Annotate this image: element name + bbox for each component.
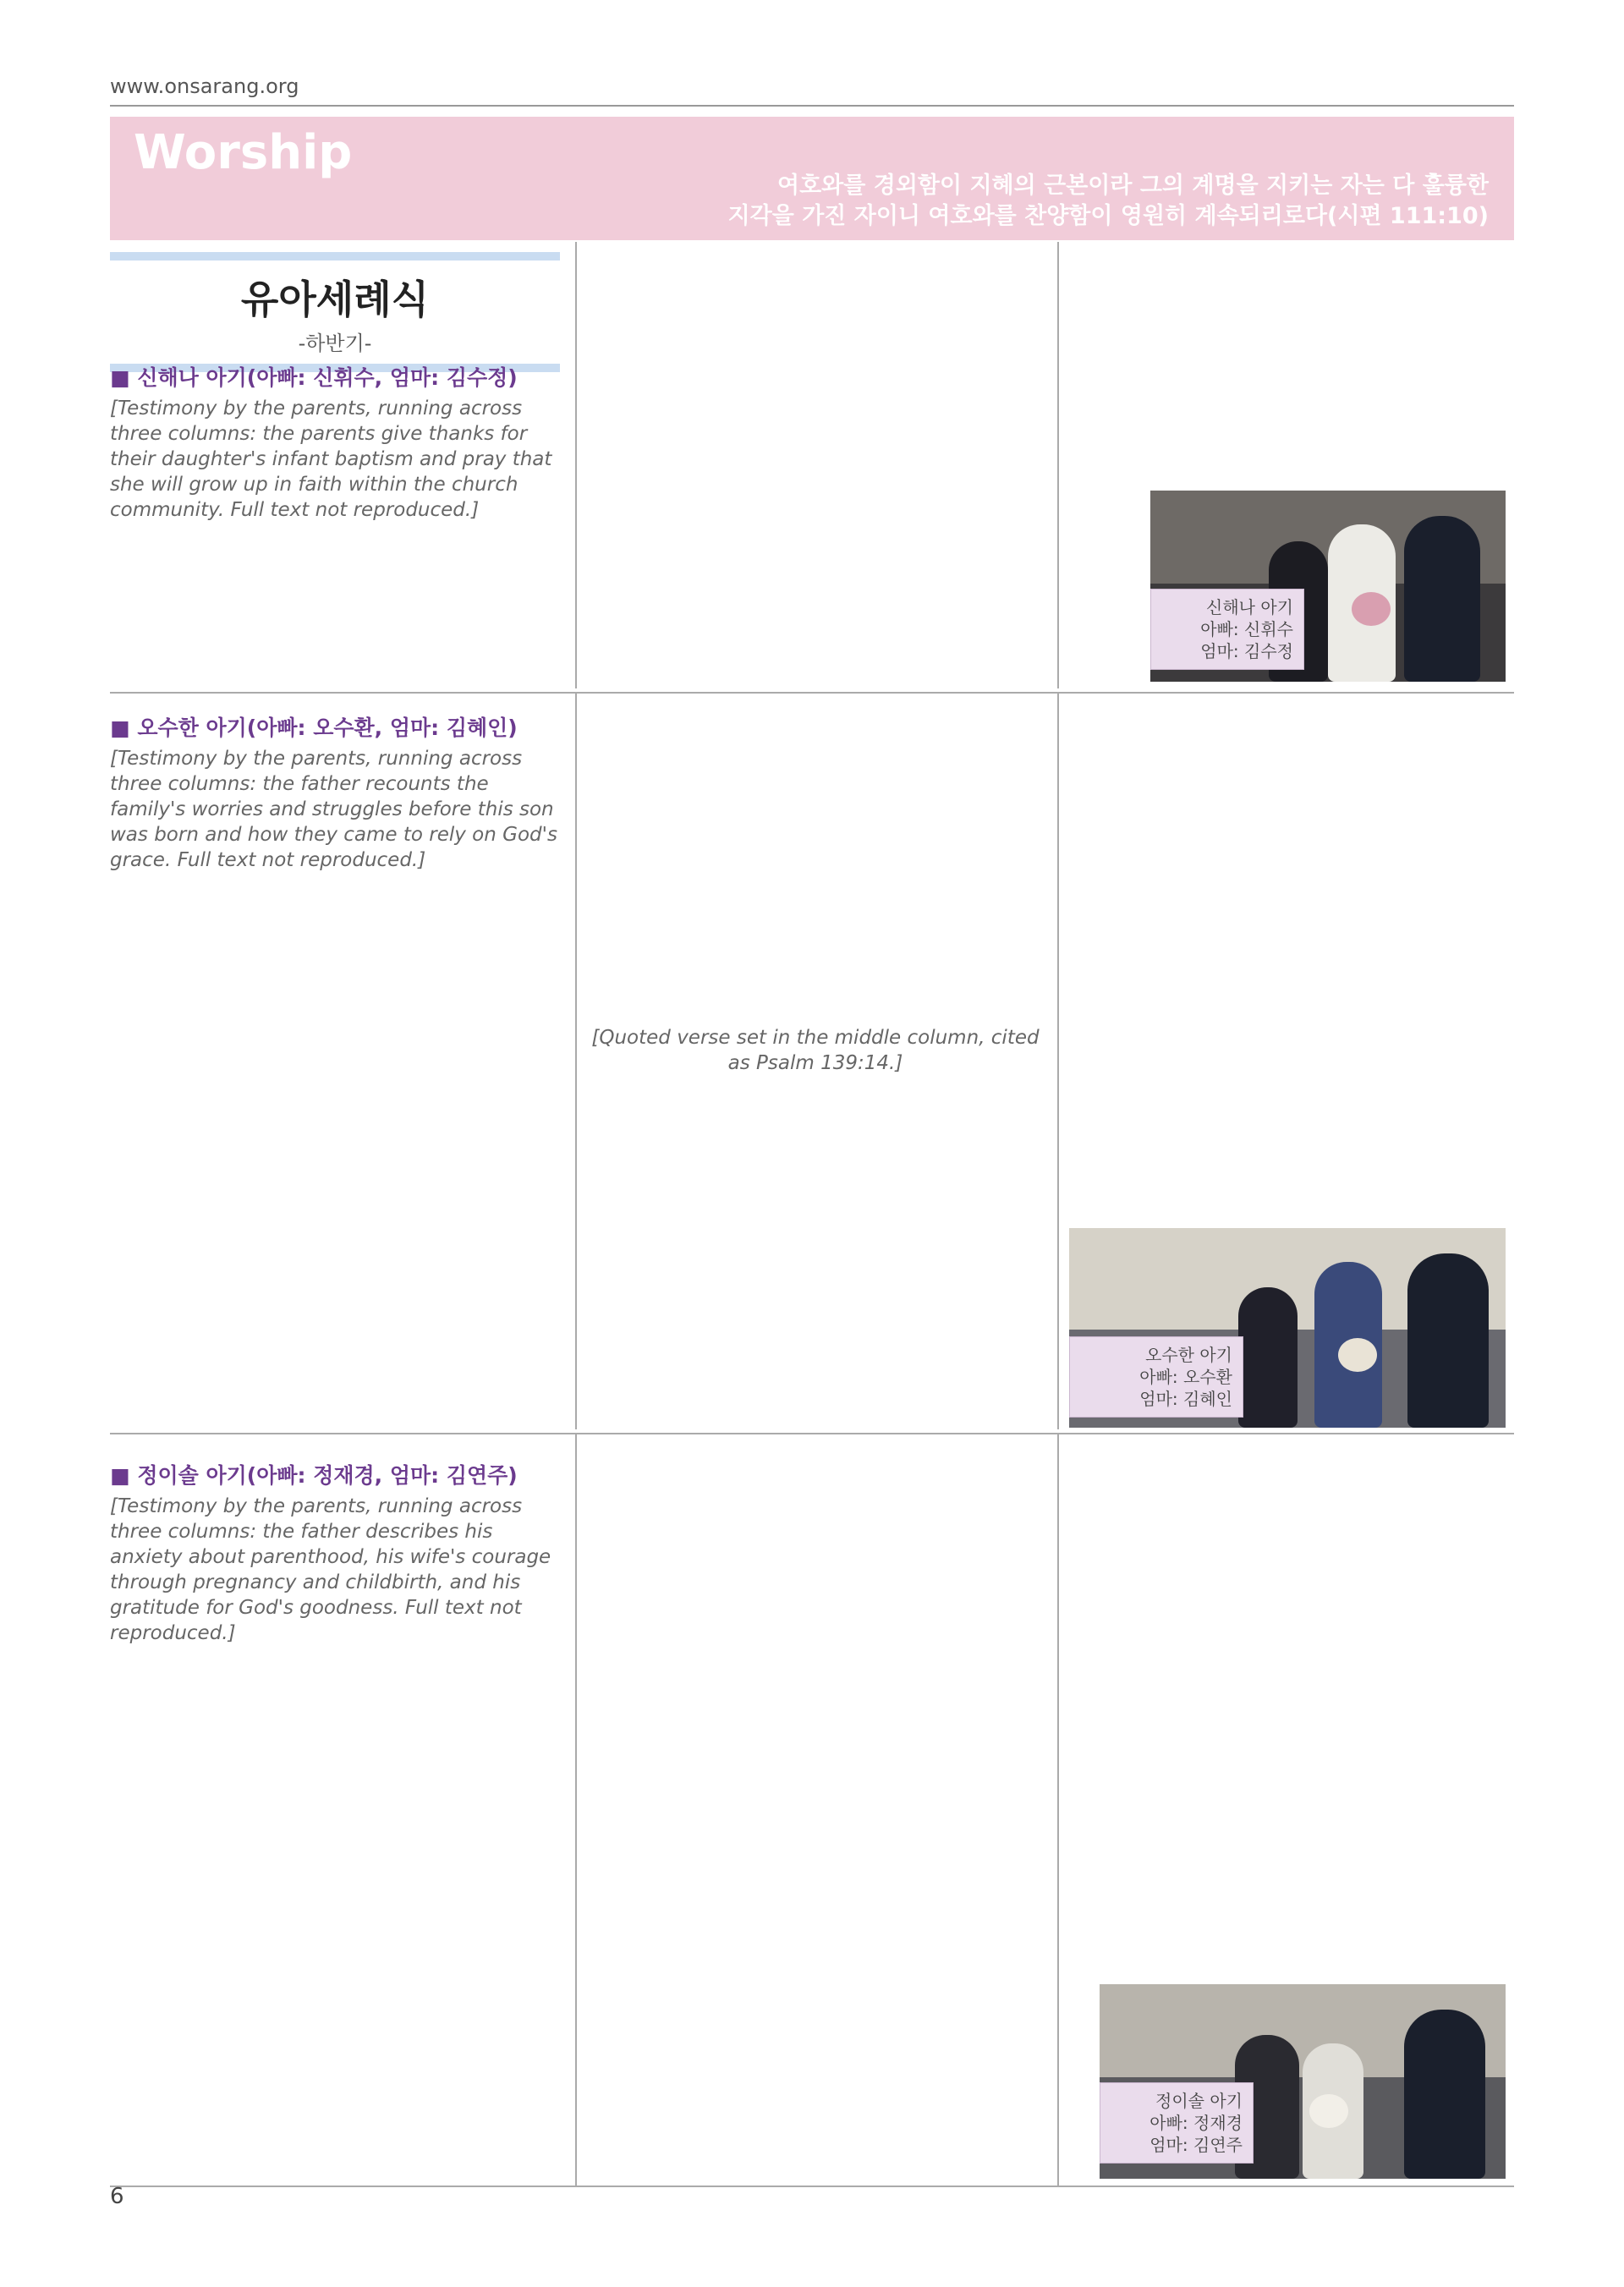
column-divider [575,1433,577,2187]
section-divider [110,1433,1514,1434]
section-2-col-1 [110,716,560,880]
section-3-heading: ■ 정이솔 아기(아빠: 정재경, 엄마: 김연주) [110,1463,518,1488]
column-divider [1057,242,1059,688]
photo-caption-3 [1100,2082,1254,2164]
photo-pastor-figure [1404,516,1480,682]
banner-verse-line-2: 지각을 가진 자이니 여호와를 찬양함이 영원히 계속되리로다(시편 111:10) [727,203,1489,229]
caption-3-mother: 엄마: 김연주 [1149,2135,1243,2155]
section-3-heading-text: 정이솔 아기(아빠: 정재경, 엄마: 김연주) [137,1463,518,1488]
section-1-col-1 [110,365,560,529]
caption-2-child: 오수한 아기 [1145,1345,1232,1365]
section-2-heading: ■ 오수한 아기(아빠: 오수환, 엄마: 김혜인) [110,716,518,740]
banner-title: Worship [134,125,353,180]
page-number: 6 [110,2184,124,2209]
caption-1-mother: 엄마: 김수정 [1200,641,1293,661]
photo-mother-figure [1238,1287,1298,1428]
section-2-quote-note: [Quoted verse set in the middle column, cited as Psalm 139:14.] [591,1027,1040,1074]
column-divider [575,692,577,1429]
photo-baby-figure [1309,2094,1348,2128]
article-title-box [110,252,560,372]
site-url[interactable]: www.onsarang.org [110,74,299,98]
photo-caption-1 [1150,589,1304,670]
caption-1-child: 신해나 아기 [1206,597,1293,617]
caption-2-mother: 엄마: 김혜인 [1139,1389,1232,1409]
footer-rule [110,2186,1514,2187]
photo-pastor-figure [1407,1253,1489,1428]
section-divider [110,692,1514,694]
section-1-heading: ■ 신해나 아기(아빠: 신휘수, 엄마: 김수정) [110,365,518,390]
photo-baby-figure [1352,592,1391,626]
section-3-col-1 [110,1463,560,1653]
article-subtitle: -하반기- [298,332,372,355]
caption-1-father: 아빠: 신휘수 [1200,619,1293,639]
column-divider [1057,692,1059,1429]
caption-3-child: 정이솔 아기 [1155,2091,1243,2111]
section-1-body: [Testimony by the parents, running across three columns: the parents give thanks for their daughter's infant baptism and pray that she will grow up in faith within the church community. Full text not reproduced.] [110,398,552,521]
section-2-heading-text: 오수한 아기(아빠: 오수환, 엄마: 김혜인) [137,716,518,740]
column-divider [575,242,577,688]
photo-caption-2 [1069,1336,1243,1418]
photo-baby-figure [1338,1338,1377,1372]
banner-verse-line-1: 여호와를 경외함이 지혜의 근본이라 그의 계명을 지키는 자는 다 훌륭한 [777,173,1489,199]
section-2-quote [590,1025,1040,1083]
worship-banner [110,117,1514,240]
article-title: 유아세례식 [240,277,430,322]
header-rule [110,105,1514,107]
section-1-heading-text: 신해나 아기(아빠: 신휘수, 엄마: 김수정) [137,365,518,390]
photo-pastor-figure [1404,2010,1485,2179]
column-divider [1057,1433,1059,2187]
caption-3-father: 아빠: 정재경 [1149,2113,1243,2133]
banner-verse [727,171,1489,232]
section-2-body: [Testimony by the parents, running across three columns: the father recounts the family's worries and struggles before this son was born and how they came to rely on God's grace. Full text not reproduced.] [110,748,557,871]
caption-2-father: 아빠: 오수환 [1139,1367,1232,1387]
section-3-body: [Testimony by the parents, running across three columns: the father describes his anxiety about parenthood, his wife's courage through pregnancy and childbirth, and his gratitude for God's goodness. Full text not reproduced.] [110,1495,551,1644]
